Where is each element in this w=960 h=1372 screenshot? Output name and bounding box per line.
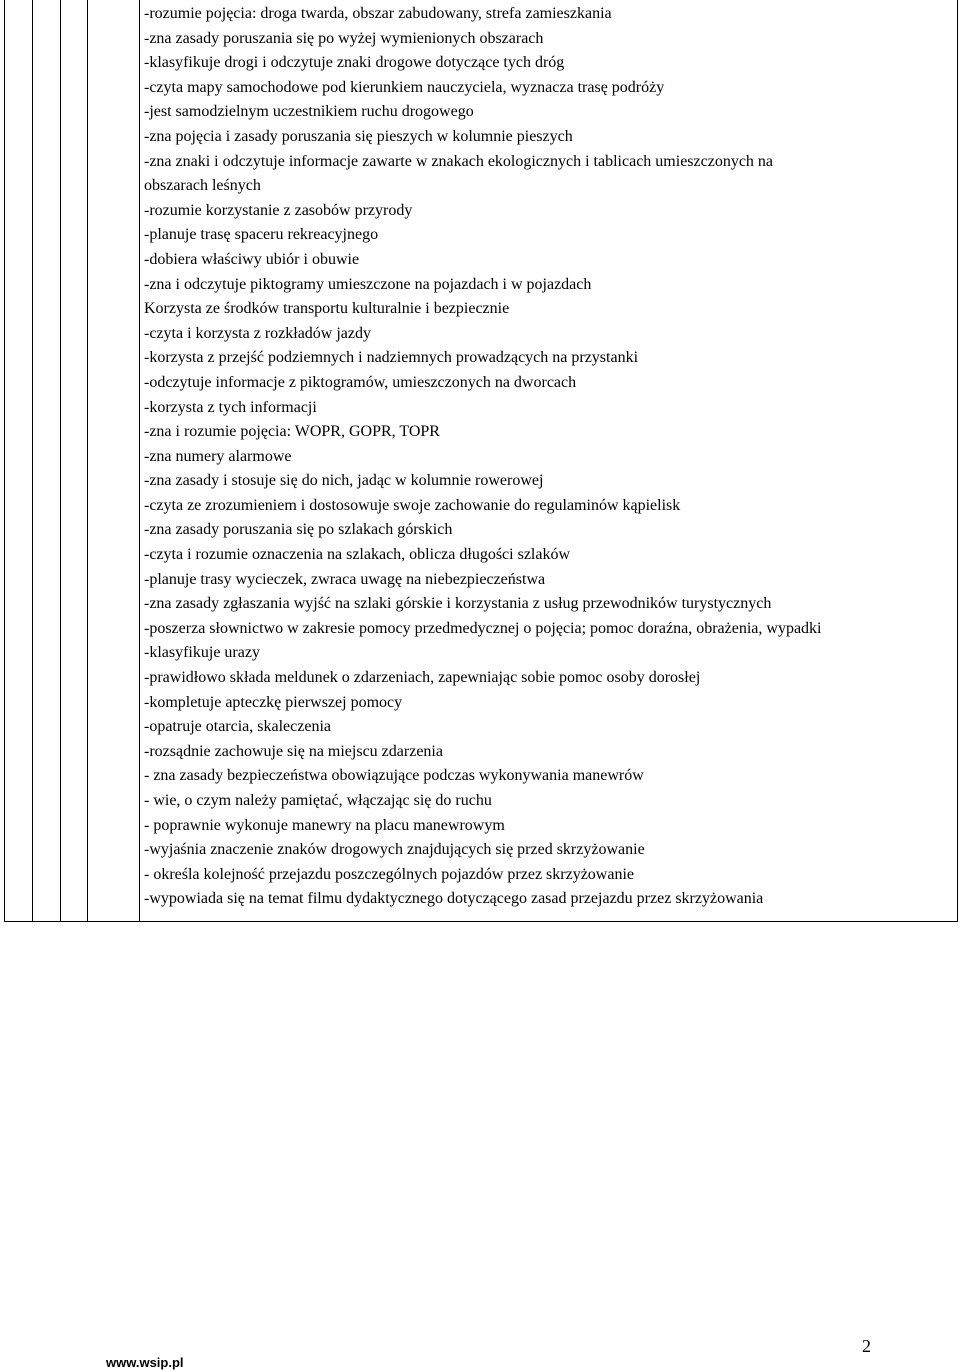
page-number: 2 — [862, 1336, 871, 1356]
list-item: -czyta i rozumie oznaczenia na szlakach, oblicza długości szlaków — [144, 546, 571, 564]
list-item: -czyta i korzysta z rozkładów jazdy — [144, 324, 372, 342]
list-item: -zna numery alarmowe — [144, 447, 292, 465]
list-item: - określa kolejność przejazdu poszczególnych pojazdów przez skrzyżowanie — [144, 865, 635, 883]
list-item: -rozsądnie zachowuje się na miejscu zdarzenia — [144, 742, 443, 760]
list-item: -wypowiada się na temat filmu dydaktycznego dotyczącego zasad przejazdu przez skrzyżowania — [144, 890, 764, 908]
list-item: -zna pojęcia i zasady poruszania się pieszych w kolumnie pieszych — [144, 127, 573, 145]
list-item: -jest samodzielnym uczestnikiem ruchu drogowego — [144, 103, 474, 121]
list-item: -zna zasady poruszania się po wyżej wymienionych obszarach — [144, 29, 544, 47]
list-item: Korzysta ze środków transportu kulturalnie i bezpiecznie — [144, 300, 510, 318]
list-item: -klasyfikuje urazy — [144, 644, 260, 662]
column-divider — [87, 0, 88, 921]
list-item: -zna i rozumie pojęcia: WOPR, GOPR, TOPR — [144, 423, 440, 441]
list-item: -klasyfikuje drogi i odczytuje znaki drogowe dotyczące tych dróg — [144, 54, 565, 72]
list-item: -dobiera właściwy ubiór i obuwie — [144, 250, 360, 268]
list-item: -korzysta z przejść podziemnych i nadziemnych prowadzących na przystanki — [144, 349, 639, 367]
list-item: -zna zasady poruszania się po szlakach górskich — [144, 521, 453, 539]
list-item: -planuje trasy wycieczek, zwraca uwagę na niebezpieczeństwa — [144, 570, 546, 588]
requirements-list — [144, 2, 944, 912]
list-item: -rozumie korzystanie z zasobów przyrody — [144, 201, 413, 219]
list-item: -zna znaki i odczytuje informacje zawarte w znakach ekologicznych i tablicach umieszczonych na — [144, 152, 774, 170]
list-item: -czyta ze zrozumieniem i dostosowuje swoje zachowanie do regulaminów kąpielisk — [144, 496, 681, 514]
list-item: -prawidłowo składa meldunek o zdarzeniach, zapewniając sobie pomoc osoby dorosłej — [144, 669, 701, 687]
list-item: -poszerza słownictwo w zakresie pomocy przedmedycznej o pojęcia; pomoc doraźna, obrażenia, wypadki — [144, 619, 822, 637]
list-item: -planuje trasę spaceru rekreacyjnego — [144, 226, 379, 244]
list-item: -korzysta z tych informacji — [144, 398, 317, 416]
list-item: -rozumie pojęcia: droga twarda, obszar zabudowany, strefa zamieszkania — [144, 5, 612, 22]
list-item: - zna zasady bezpieczeństwa obowiązujące podczas wykonywania manewrów — [144, 767, 644, 785]
list-item: -czyta mapy samochodowe pod kierunkiem nauczyciela, wyznacza trasę podróży — [144, 78, 665, 96]
list-item: -zna zasady i stosuje się do nich, jadąc w kolumnie rowerowej — [144, 472, 544, 490]
column-divider — [32, 0, 33, 921]
column-divider — [60, 0, 61, 921]
list-item: -kompletuje apteczkę pierwszej pomocy — [144, 693, 403, 711]
list-item: -opatruje otarcia, skaleczenia — [144, 718, 331, 736]
list-item: -zna zasady zgłaszania wyjść na szlaki górskie i korzystania z usług przewodników turystycznych — [144, 595, 772, 613]
column-divider — [139, 0, 140, 921]
list-item: -wyjaśnia znaczenie znaków drogowych znajdujących się przed skrzyżowanie — [144, 841, 645, 859]
footer-url: www.wsip.pl — [106, 1355, 184, 1370]
list-item: - wie, o czym należy pamiętać, włączając się do ruchu — [144, 792, 492, 809]
list-item: -odczytuje informacje z piktogramów, umieszczonych na dworcach — [144, 373, 577, 391]
list-item: obszarach leśnych — [144, 177, 261, 195]
list-item: -zna i odczytuje piktogramy umieszczone na pojazdach i w pojazdach — [144, 275, 592, 293]
list-item: - poprawnie wykonuje manewry na placu manewrowym — [144, 816, 505, 834]
